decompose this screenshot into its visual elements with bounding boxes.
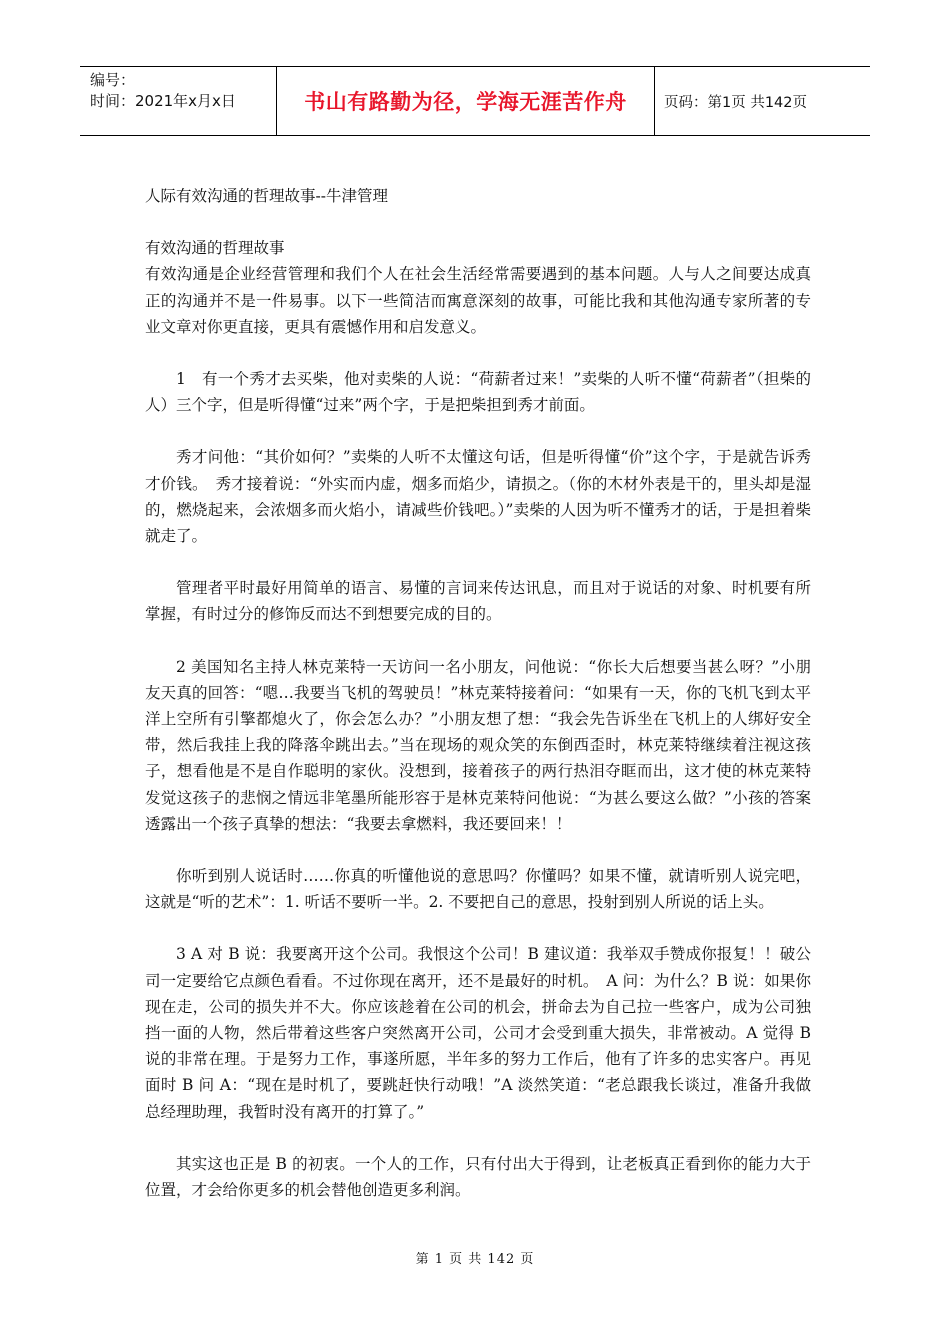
header-page-cell xyxy=(655,67,870,135)
lesson-1-paragraph: 管理者平时最好用简单的语言、易懂的言词来传达讯息，而且对于说话的对象、时机要有所掌握，有时过分的修饰反而达不到想要完成的目的。 xyxy=(145,579,811,624)
page-footer: 第 1 页 共 142 页 xyxy=(415,1252,535,1267)
story-2-paragraph: 2 美国知名主持人林克莱特一天访问一名小朋友，问他说：“你长大后想要当甚么呀？”小朋友天真的回答：“嗯…我要当飞机的驾驶员！”林克莱特接着问：“如果有一天，你的飞机飞到太平洋上空所有引擎都熄火了，你会怎么办？”小朋友想了想：“我会先告诉坐在飞机上的人绑好安全带，然后我挂上我的降落伞跳出去。”当在现场的观众笑的东倒西歪时，林克莱特继续着注视这孩子，想看他是不是自作聪明的家伙。没想到，接着孩子的两行热泪夺眶而出，这才使的林克莱特发觉这孩子的悲悯之情远非笔墨所能形容于是林克莱特问他说：“为甚么要这么做？”小孩的答案透露出一个孩子真挚的想法：“我要去拿燃料，我还要回来！！ xyxy=(145,657,811,833)
story-3-paragraph: 3 A 对 B 说：我要离开这个公司。我恨这个公司！B 建议道：我举双手赞成你报复！！破公司一定要给它点颜色看看。不过你现在离开，还不是最好的时机。 A 问：为什么？B 说：如果你现在走，公司的损失并不大。你应该趁着在公司的机会，拼命去为自己拉一些客户，成为公司独挡一面的人物，然后带着这些客户突然离开公司，公司才会受到重大损失，非常被动。A 觉得 B 说的非常在理。于是努力工作，事遂所愿，半年多的努力工作后，他有了许多的忠实客户。再见面时 B 问 A：“现在是时机了，要跳赶快行动哦！”A 淡然笑道：“老总跟我长谈过，准备升我做总经理助理，我暂时没有离开的打算了。” xyxy=(145,945,811,1121)
lesson-3-paragraph: 其实这也正是 B 的初衷。一个人的工作，只有付出大于得到，让老板真正看到你的能力大于位置，才会给你更多的机会替他创造更多利润。 xyxy=(145,1154,811,1200)
section-title: 有效沟通的哲理故事 xyxy=(145,239,285,258)
page-header xyxy=(80,66,870,136)
lesson-2-paragraph: 你听到别人说话时……你真的听懂他说的意思吗？你懂吗？如果不懂，就请听别人说完吧，这就是“听的艺术”：1. 听话不要听一半。2. 不要把自己的意思，投射到别人所说的话上头。 xyxy=(145,867,811,912)
intro-paragraph: 有效沟通是企业经营管理和我们个人在社会生活经常需要遇到的基本问题。人与人之间要达成真正的沟通并不是一件易事。以下一些简洁而寓意深刻的故事，可能比我和其他沟通专家所著的专业文章对你更直接，更具有震憾作用和启发意义。 xyxy=(145,265,811,336)
story-1-paragraph: 1 有一个秀才去买柴，他对卖柴的人说：“荷薪者过来！”卖柴的人听不懂“荷薪者”（担柴的人）三个字，但是听得懂“过来”两个字，于是把柴担到秀才前面。 xyxy=(145,370,811,415)
document-body xyxy=(145,183,811,1203)
date-label: 时间：2021年x月x日 xyxy=(90,92,236,110)
document-title: 人际有效沟通的哲理故事--牛津管理 xyxy=(145,187,388,205)
doc-number-label: 编号： xyxy=(90,71,136,89)
header-meta-cell xyxy=(80,67,277,135)
header-motto-cell xyxy=(277,67,655,135)
page-number-label: 页码：第1页 共142页 xyxy=(664,94,808,111)
story-1-continued-paragraph: 秀才问他：“其价如何？”卖柴的人听不太懂这句话，但是听得懂“价”这个字，于是就告诉秀才价钱。 秀才接着说：“外实而内虚，烟多而焰少，请损之。（你的木材外表是干的，里头却是湿的，燃烧起来，会浓烟多而火焰小，请减些价钱吧。）”卖柴的人因为听不懂秀才的话，于是担着柴就走了。 xyxy=(145,448,811,546)
motto: 书山有路勤为径，学海无涯苦作舟 xyxy=(304,90,627,114)
